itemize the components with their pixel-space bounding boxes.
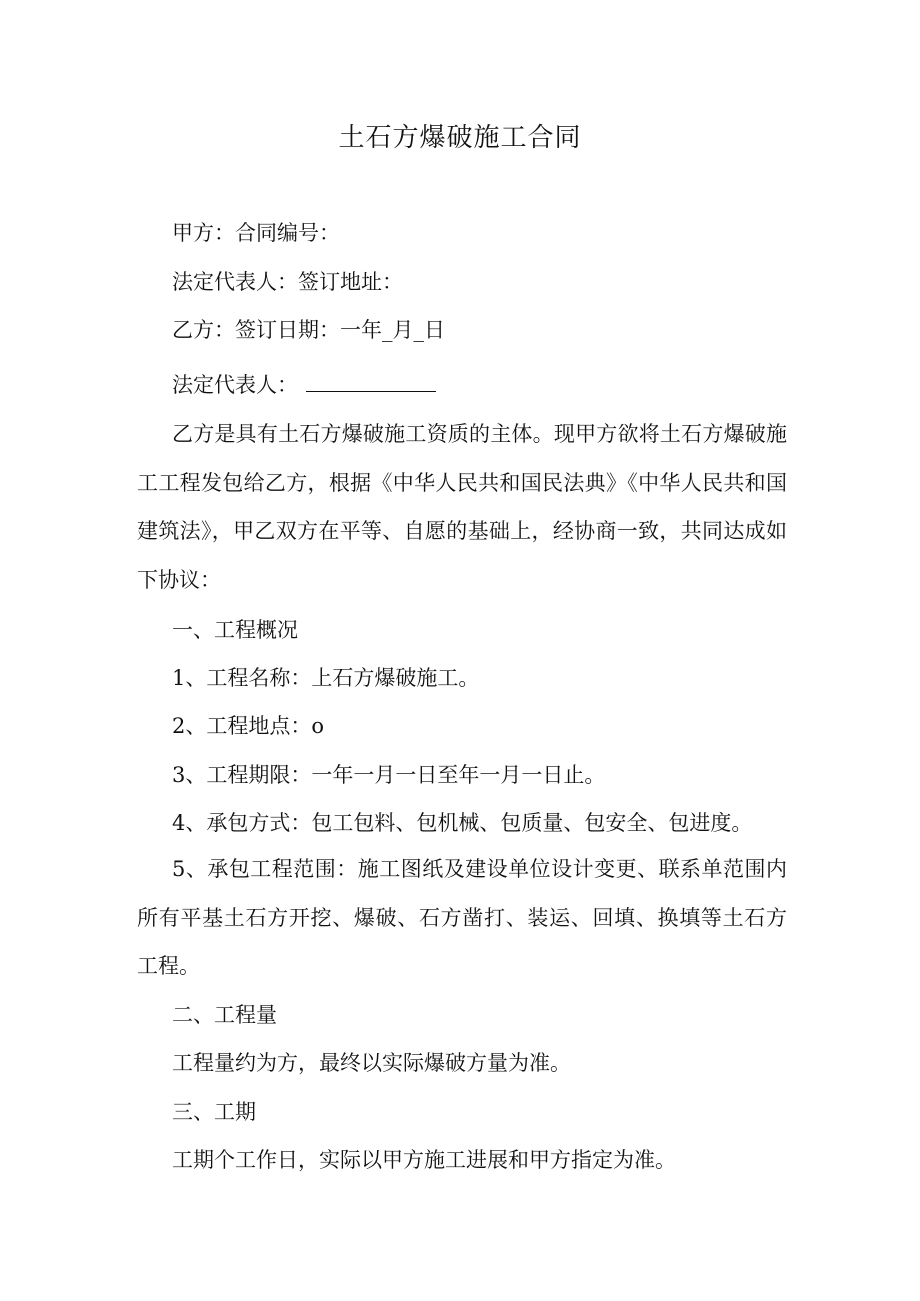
party-b-line: 乙方：签订日期：一年_月_日 — [172, 318, 445, 342]
section-1-item-5: 5、承包工程范围：施工图纸及建设单位设计变更、联系单范围内所有平基土石方开挖、爆破、石方凿打、装运、回填、换填等土石方工程。 — [137, 857, 787, 978]
legal-rep-line-1: 法定代表人：签订地址： — [172, 270, 403, 294]
section-2-heading: 二、工程量 — [172, 1003, 277, 1027]
party-a-line: 甲方：合同编号： — [172, 221, 340, 245]
document-title: 土石方爆破施工合同 — [338, 123, 582, 153]
signature-blank — [306, 369, 436, 392]
legal-rep-line-2 — [172, 369, 436, 400]
section-1-item-3: 3、工程期限：一年一月一日至年一月一日止。 — [172, 763, 606, 787]
intro-paragraph: 乙方是具有土石方爆破施工资质的主体。现甲方欲将土石方爆破施工工程发包给乙方，根据《中华人民共和国民法典》《中华人民共和国建筑法》，甲乙双方在平等、自愿的基础上，经协商一致，共同达成如下协议： — [137, 422, 787, 592]
section-1-heading: 一、工程概况 — [172, 618, 298, 642]
section-1-item-1: 1、工程名称：上石方爆破施工。 — [172, 666, 480, 690]
section-3-heading: 三、工期 — [172, 1100, 256, 1124]
section-2-body: 工程量约为方，最终以实际爆破方量为准。 — [172, 1051, 571, 1075]
section-1-item-2: 2、工程地点：o — [172, 714, 325, 738]
legal-rep-label: 法定代表人： — [172, 373, 298, 397]
section-1-item-4: 4、承包方式：包工包料、包机械、包质量、包安全、包进度。 — [172, 811, 753, 835]
section-3-body: 工期个工作日，实际以甲方施工进展和甲方指定为准。 — [172, 1148, 676, 1172]
